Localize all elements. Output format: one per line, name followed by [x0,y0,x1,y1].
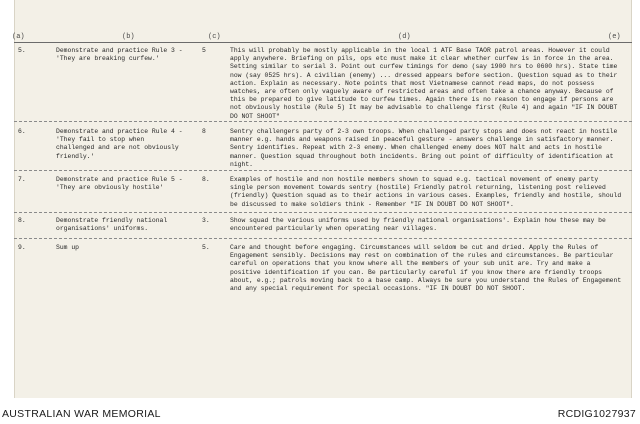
column-headers [12,33,634,45]
column-header-serial: (a) [12,33,25,41]
row-subject: Sum up [56,244,80,251]
column-header-notes: (d) [398,33,411,41]
row-subject: Demonstrate and practice Rule 3 - 'They are breaking curfew.' [56,47,183,63]
row-notes: This will probably be mostly applicable in the local 1 ATF Base TAOR patrol areas. However it could apply anywhere. Briefing on pils, ops etc must make it clear whether curfew is in force in the area. Setting similar to serial 3. Point out curfew timings for demo (say 1900 hrs to 0600 hrs). State time now (say 0525 hrs). A civilian (enemy) ... dressed appears before section. Question squad as to their action. Explain as necessary. Note points that most Vietnamese cannot read maps, do not possess watches, are often only vaguely aware of restricted areas and often take a chance anyway. Because of this be prepared to give latitude to curfew times. Again there is no reason to engage if persons are not obviously hostile (Rule 5) It may be advisable to challenge first (Rule 4) and again "IF IN DOUBT DO NOT SHOOT" [230,47,618,120]
archive-reference: RCDIG1027937 [557,408,636,420]
row-periods: 8. [202,176,210,183]
row-periods: 8 [202,128,206,135]
column-header-periods: (c) [208,33,221,41]
column-header-subject: (b) [122,33,135,41]
row-notes: Sentry challengers party of 2-3 own troops. When challenged party stops and does not react in hostile manner e.g. hands and weapons raised in peaceful gesture - answers challenge in satisfactory manner. Sentry identifies. Repeat with 2-3 enemy. When challenged enemy does NOT halt and acts in hostile manner. Question squad throughout both incidents. Bring out point of difficulty of identification at night. [230,128,618,168]
row-subject: Demonstrate friendly national organisations' uniforms. [56,217,168,233]
row-periods: 5. [202,244,210,251]
row-serial: 9. [18,244,26,251]
column-header-remarks: (e) [608,33,621,41]
row-serial: 8. [18,217,26,224]
row-divider [14,212,632,213]
row-divider [14,121,632,122]
header-divider [14,42,632,43]
row-notes: Care and thought before engaging. Circumstances will seldom be cut and dried. Apply the Rules of Engagement sensibly. Decisions may rest on combination of the rules and circumstances. Be particular careful on operations that you know where all the members of your sub unit are. Try and make a positive identification if you can. Be particularly careful if you know there are friendly troops about, e.g.; patrols moving back to a base camp. Always be sure you understand the Rules of Engagement and any special requirement for special occasions. "IF IN DOUBT DO NOT SHOOT. [230,244,622,293]
row-serial: 6. [18,128,26,135]
row-periods: 3. [202,217,210,224]
row-divider [14,170,632,171]
row-divider [14,238,632,239]
row-notes: Show squad the various uniforms used by friendly national organisations'. Explain how these may be encountered particularly when operating near villages. [230,217,606,233]
archive-footer [0,400,640,424]
archive-source: AUSTRALIAN WAR MEMORIAL [2,408,161,420]
row-periods: 5 [202,47,206,54]
row-serial: 7. [18,176,26,183]
row-serial: 5. [18,47,26,54]
row-subject: Demonstrate and practice Rule 4 - 'They fail to stop when challenged and are not obviously friendly.' [56,128,183,160]
row-subject: Demonstrate and practice Rule 5 - 'They are obviously hostile' [56,176,183,192]
row-notes: Examples of hostile and non hostile members shown to squad e.g. tactical movement of enemy party single person movement towards sentry (hostile) Friendly patrol returning, listening post relieved (friendly) Question squad as to their actions in various cases. Examples, friendly and hostile, should be discussed to make soldiers think - Remember "IF IN DOUBT DO NOT SHOOT". [230,176,622,208]
